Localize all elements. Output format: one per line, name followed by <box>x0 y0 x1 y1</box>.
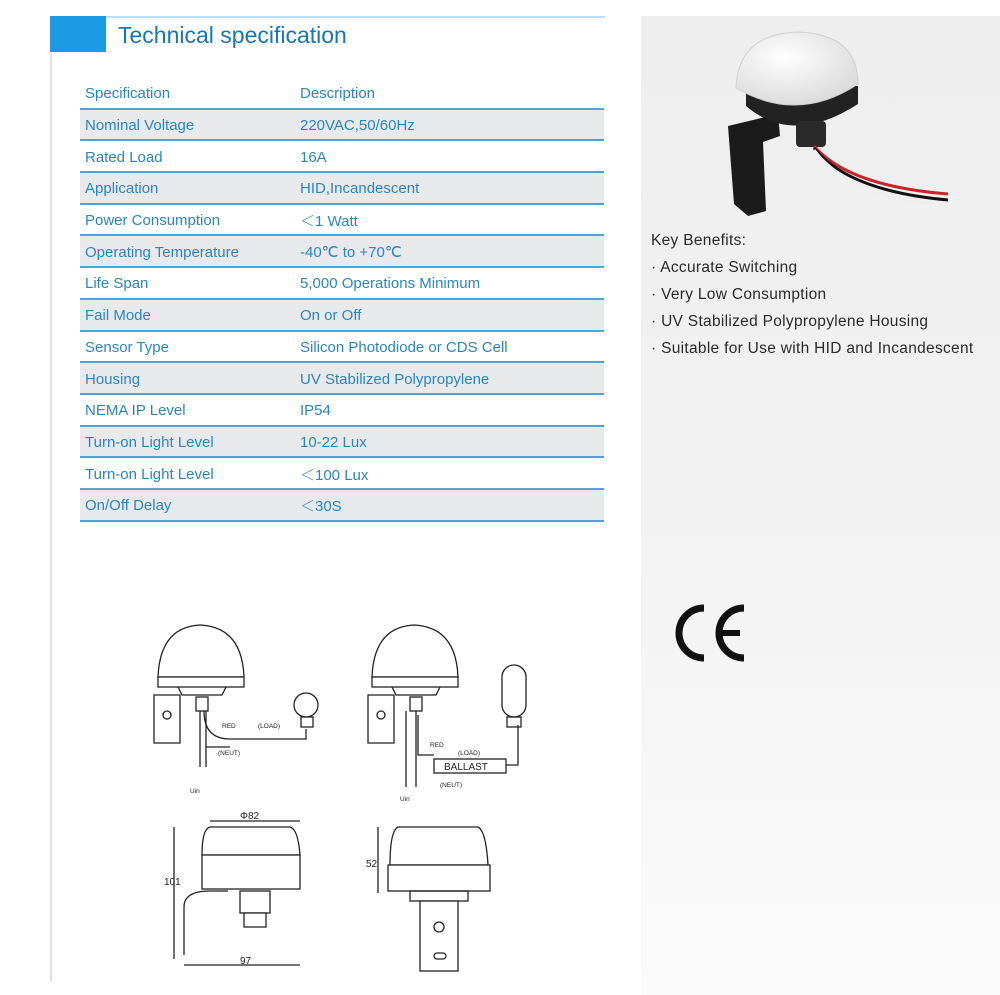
photocell-product-image <box>718 26 958 222</box>
benefits-title: Key Benefits: <box>651 232 747 249</box>
table-row <box>80 363 604 395</box>
table-row <box>80 141 604 173</box>
wiring-diagram-incandescent <box>154 625 318 767</box>
wire-label-red-2: RED <box>430 742 444 749</box>
wire-label-neut: (NEUT) <box>218 750 241 757</box>
spec-value: IP54 <box>300 402 331 420</box>
page-title: Technical specification <box>118 22 347 48</box>
table-header-row <box>80 78 604 110</box>
table-row <box>80 490 604 522</box>
table-row <box>80 205 604 237</box>
ballast-label: BALLAST <box>444 762 488 773</box>
dim-width: 97 <box>240 956 252 967</box>
spec-value: 220VAC,50/60Hz <box>300 117 415 135</box>
spec-value: ＜1 Watt <box>300 213 358 231</box>
spec-name: Sensor Type <box>85 338 169 356</box>
spec-name: Fail Mode <box>85 307 151 325</box>
spec-name: On/Off Delay <box>85 497 172 515</box>
spec-value: 5,000 Operations Minimum <box>300 275 481 293</box>
benefit-item: · Very Low Consumption <box>651 286 827 303</box>
left-border-rule <box>50 16 52 981</box>
spec-value: ＜30S <box>300 498 342 516</box>
column-header-description: Description <box>300 85 376 103</box>
spec-name: Housing <box>85 370 141 388</box>
spec-name: Operating Temperature <box>85 243 239 261</box>
wire-label-load-2: (LOAD) <box>458 750 481 757</box>
wire-label-uin: Uin <box>190 788 200 795</box>
table-row <box>80 173 604 205</box>
dim-diameter: Φ82 <box>240 811 260 822</box>
table-row <box>80 332 604 364</box>
spec-name: Nominal Voltage <box>85 117 195 135</box>
dimension-drawing-side <box>174 821 300 965</box>
wire-label-neut-2: (NEUT) <box>440 782 463 789</box>
spec-value: UV Stabilized Polypropylene <box>300 370 490 388</box>
dim-height: 101 <box>164 877 181 888</box>
table-row <box>80 458 604 490</box>
spec-value: ＜100 Lux <box>300 466 369 484</box>
dim-body-height: 52 <box>366 859 378 870</box>
table-row <box>80 236 604 268</box>
spec-name: Turn-on Light Level <box>85 433 214 451</box>
spec-name: Rated Load <box>85 148 163 166</box>
spec-value: HID,Incandescent <box>300 180 420 198</box>
wire-label-load: (LOAD) <box>258 723 281 730</box>
column-header-specification: Specification <box>85 85 171 103</box>
header-accent-block <box>50 16 106 52</box>
spec-value: Silicon Photodiode or CDS Cell <box>300 338 508 356</box>
spec-name: Turn-on Light Level <box>85 465 214 483</box>
benefit-item: · Accurate Switching <box>651 259 798 276</box>
spec-name: Life Span <box>85 275 149 293</box>
spec-value: 10-22 Lux <box>300 433 367 451</box>
table-row <box>80 395 604 427</box>
key-benefits <box>651 232 974 367</box>
wire-label-uin-2: Uin <box>400 796 410 803</box>
wire-label-red: RED <box>222 723 236 730</box>
spec-value: -40℃ to +70℃ <box>300 244 402 262</box>
spec-table <box>80 78 604 522</box>
wiring-and-dimension-diagram <box>140 615 560 975</box>
benefit-item: · Suitable for Use with HID and Incandescent <box>651 340 974 357</box>
spec-name: NEMA IP Level <box>85 402 186 420</box>
table-row <box>80 268 604 300</box>
spec-name: Power Consumption <box>85 212 221 230</box>
ce-mark-icon <box>668 598 748 668</box>
benefit-item: · UV Stabilized Polypropylene Housing <box>651 313 929 330</box>
table-row <box>80 427 604 459</box>
table-row <box>80 110 604 142</box>
spec-value: 16A <box>300 148 327 166</box>
spec-name: Application <box>85 180 159 198</box>
dimension-drawing-front <box>378 827 490 971</box>
spec-value: On or Off <box>300 307 362 325</box>
table-row <box>80 300 604 332</box>
